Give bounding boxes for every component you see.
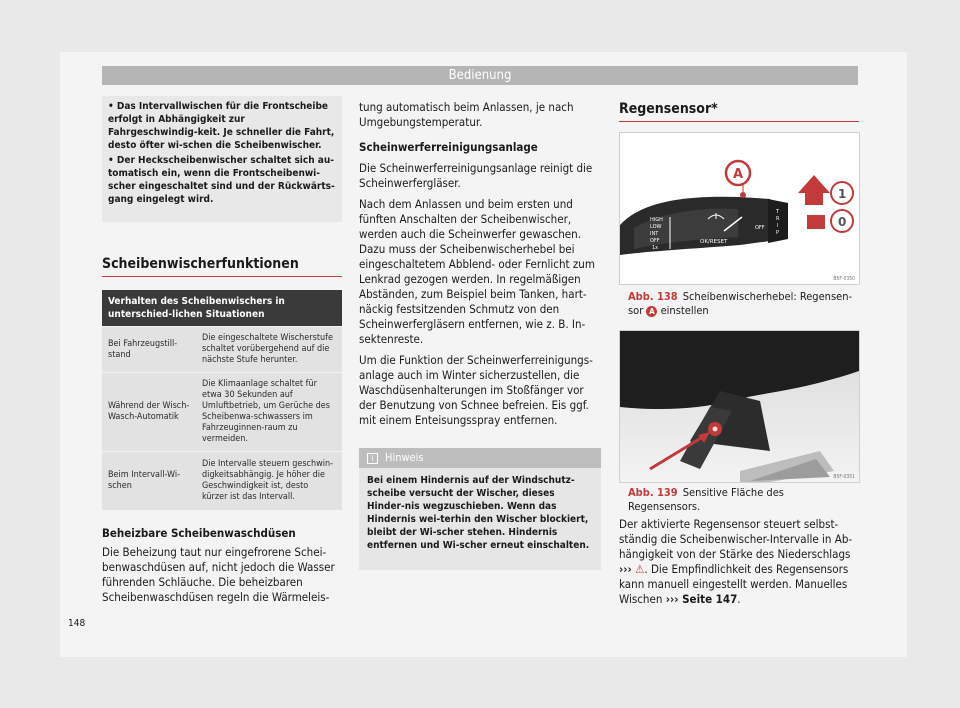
table-row: [102, 452, 342, 510]
svg-text:OK/RESET: OK/RESET: [700, 239, 728, 245]
table-header: Verhalten des Scheibenwischers in unterschied-lichen Situationen: [102, 290, 342, 326]
table-cell-behavior: Die Klimaanlage schaltet für etwa 30 Sekunden auf Umluftbetrieb, um Gerüche des Scheibenwa-schwassers im Fahrzeuginnen-raum zu vermeiden.: [196, 373, 342, 451]
figure-caption-138: Abb. 138 Scheibenwischerhebel: Regensen-sor A einstellen: [628, 290, 853, 317]
info-icon: i: [367, 453, 378, 464]
table-cell-behavior: Die eingeschaltete Wischerstufe schaltet vorübergehend auf die nächste Stufe herunter.: [196, 327, 342, 372]
figure-wiper-lever: [619, 132, 860, 285]
bullet-item: • Der Heckscheibenwischer schaltet sich au-tomatisch ein, wenn die Frontscheibenwi-scher eingeschaltet sind und der Rückwärts-gang eingelegt wird.: [108, 155, 335, 205]
table-cell-behavior: Die Intervalle steuern geschwin-digkeitsabhängig. Je höher die Geschwindigkeit ist, desto kürzer ist das Intervall.: [196, 452, 342, 510]
svg-text:I: I: [777, 223, 779, 229]
svg-text:OFF: OFF: [755, 225, 765, 231]
svg-text:1x: 1x: [652, 245, 659, 251]
column-two-text: [359, 100, 601, 434]
table-cell-situation: Beim Intervall-Wi-schen: [102, 452, 196, 510]
table-row: [102, 373, 342, 451]
hinweis-text: Bei einem Hindernis auf der Windschutz-scheibe versucht der Wischer, dieses Hinder-nis wegzuschieben. Wenn das Hindernis wei-terhin den Wischer blockiert, bleibt der Wi-scher stehen. Hindernis entfernen und Wi-scher erneut einschalten.: [367, 475, 590, 551]
subsection-title: Scheinwerferreinigungsanlage: [359, 140, 538, 154]
beheizbare-text: Die Beheizung taut nur eingefrorene Schei-benwaschdüsen auf, nicht jedoch die Wasser führenden Schläuche. Die beheizbaren Scheibenwaschdüsen regeln die Wärmeleis-: [102, 545, 335, 604]
paragraph: Nach dem Anlassen und beim ersten und fünften Anschalten der Scheibenwischer, werden auch die Scheinwerfer gewaschen. Dazu muss der Scheibenwischerhebel bei eingeschaltetem Abblend- oder Fernlicht zum Lenkrad gezogen werden. In regelmäßigen Abständen, zum Beispiel beim Tanken, hart-näckig festsitzenden Schmutz von den Scheinwerfergläsern entfernen, wie z. B. In-sektenreste.: [359, 197, 595, 346]
svg-text:1: 1: [838, 187, 847, 201]
svg-text:INT: INT: [650, 231, 659, 237]
hinweis-box: [359, 448, 601, 570]
beheizbare-title: Beheizbare Scheibenwaschdüsen: [102, 526, 296, 540]
wiper-lever-illustration: [620, 133, 859, 284]
paragraph: tung automatisch beim Anlassen, je nach Umgebungstemperatur.: [359, 100, 574, 129]
svg-text:P: P: [776, 230, 780, 236]
paragraph: Um die Funktion der Scheinwerferreinigungs-anlage auch im Winter sicherzustellen, die Waschdüsenhalterungen im Stoßfänger vor der Benutzung von Schnee befreien. Eis ggf. mit einem Enteisungsspray entfernen.: [359, 353, 593, 427]
bullet-item: • Das Intervallwischen für die Frontscheibe erfolgt in Abhängigkeit zur Fahrgeschwindig-keit. Je schneller die Fahrt, desto öfter wi-schen die Scheibenwischer.: [108, 101, 335, 151]
warning-icon: ⚠: [635, 562, 645, 576]
hinweis-bar: [359, 448, 601, 468]
rain-sensor-illustration: [620, 331, 859, 482]
figure-rain-sensor: [619, 330, 860, 483]
reference-arrow[interactable]: ›››: [619, 562, 632, 576]
svg-text:HIGH: HIGH: [650, 217, 663, 223]
paragraph: Die Scheinwerferreinigungsanlage reinigt die Scheinwerfergläser.: [359, 161, 593, 190]
page-reference-link[interactable]: ››› Seite 147: [665, 592, 738, 606]
table-cell-situation: Während der Wisch-Wasch-Automatik: [102, 373, 196, 451]
section-rule: [102, 276, 342, 277]
table-row: [102, 327, 342, 372]
beheizbare-section: [102, 526, 342, 611]
section-title-wischer: Scheibenwischerfunktionen: [102, 256, 299, 272]
svg-text:OFF: OFF: [650, 238, 660, 244]
svg-text:LOW: LOW: [650, 224, 662, 230]
section-title-regensensor: Regensensor*: [619, 101, 718, 117]
svg-text:A: A: [733, 167, 744, 182]
bullet-box: [102, 96, 342, 222]
regensensor-text: Der aktivierte Regensensor steuert selbst-ständig die Scheibenwischer-Intervalle in Ab-hängigkeit von der Stärke des Niederschlags ››› ⚠. Die Empfindlichkeit des Regensensors kann manuell eingestellt werden. Manuelles Wischen ››› Seite 147.: [619, 517, 853, 606]
figure-code: B5F-0350: [833, 276, 855, 282]
figure-caption-139: Abb. 139 Sensitive Fläche des Regensensors.: [628, 486, 784, 513]
figure-code: B5F-0351: [833, 474, 855, 480]
svg-text:0: 0: [838, 215, 847, 229]
section-rule: [619, 121, 859, 122]
table-cell-situation: Bei Fahrzeugstill-stand: [102, 327, 196, 372]
page-header: Bedienung: [102, 66, 858, 85]
svg-text:T: T: [776, 209, 780, 215]
situations-table: [102, 290, 342, 510]
page-number: 148: [68, 618, 86, 629]
svg-text:R: R: [776, 216, 780, 222]
marker-a-icon: A: [646, 306, 657, 317]
hinweis-label: Hinweis: [385, 451, 424, 464]
